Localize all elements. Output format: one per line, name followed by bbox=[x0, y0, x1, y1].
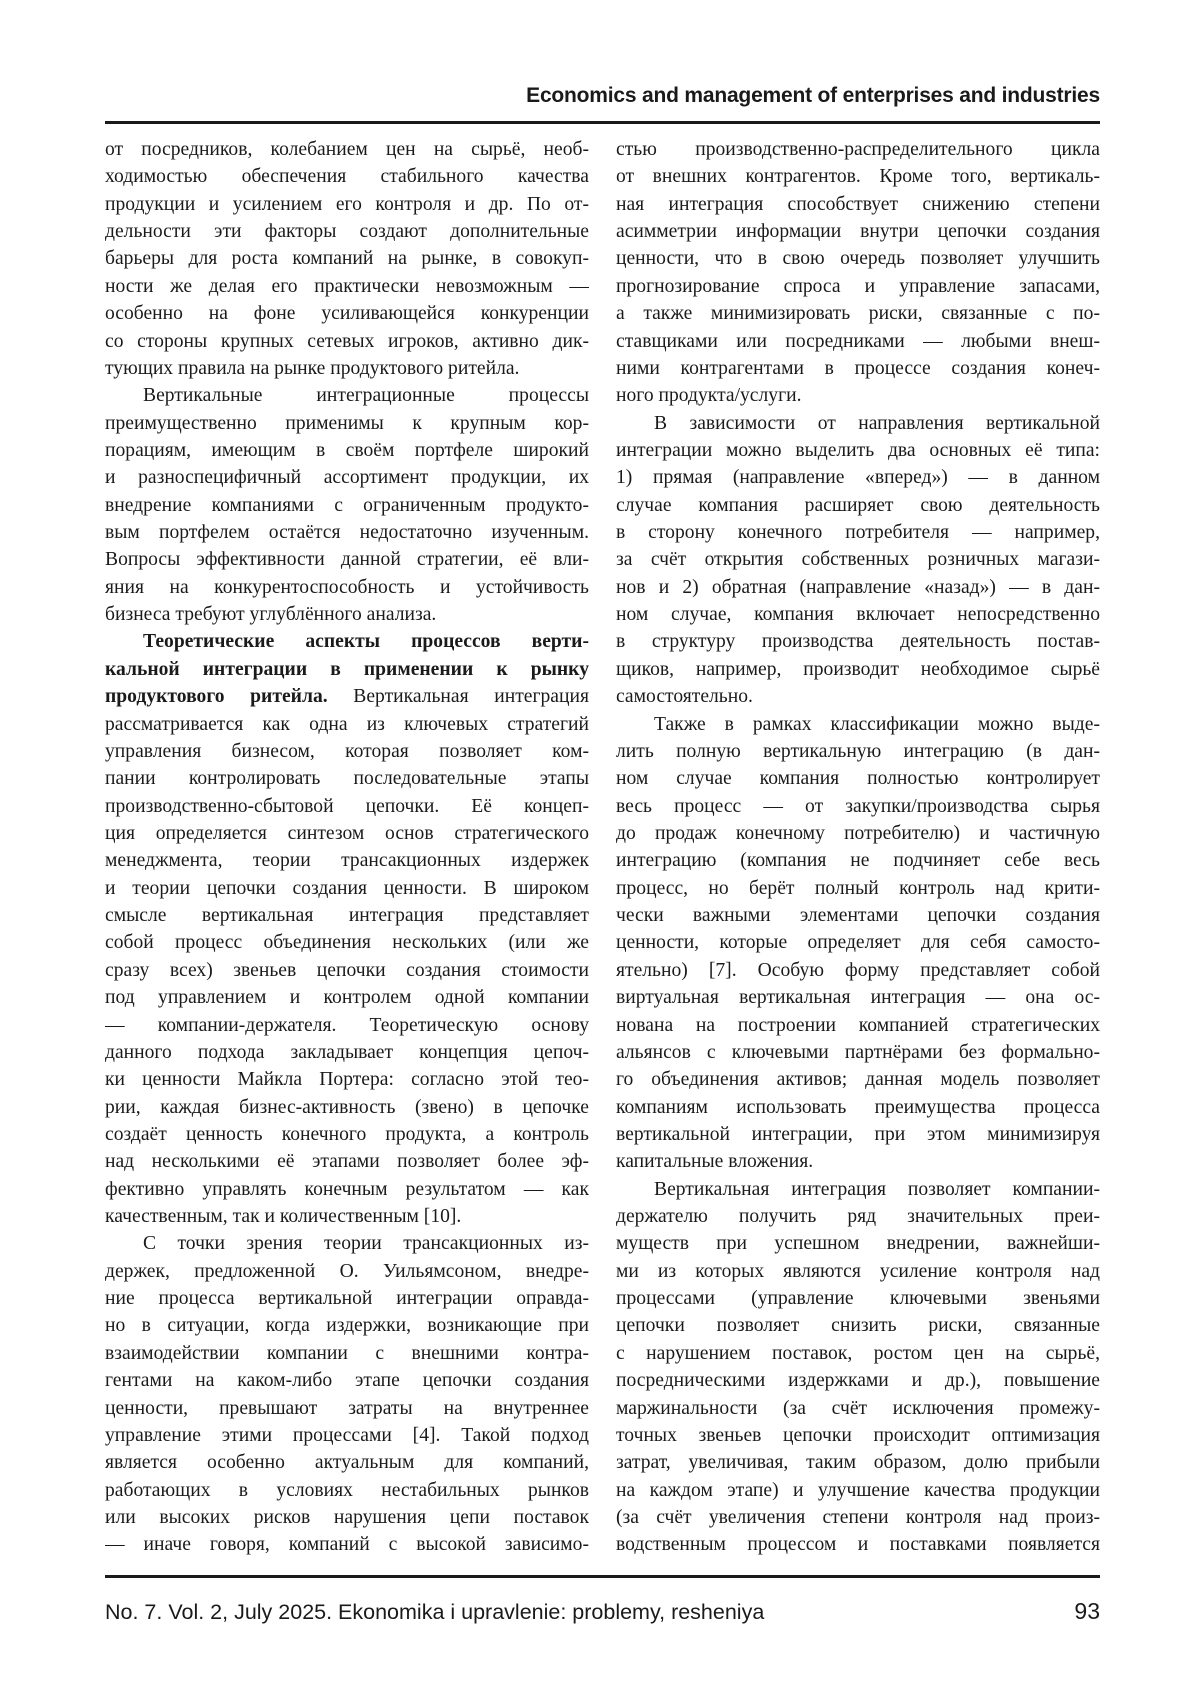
text-line bbox=[616, 902, 1100, 929]
text-line bbox=[616, 410, 1100, 437]
text-line bbox=[616, 546, 1100, 573]
text-line bbox=[105, 984, 589, 1011]
line-text: го объединения активов; данная модель позволяет bbox=[616, 1069, 1100, 1090]
line-text: управления бизнесом, которая позволяет ком- bbox=[105, 741, 589, 762]
text-line bbox=[616, 191, 1100, 218]
line-text: нов и 2) обратная (направление «назад») — в дан- bbox=[616, 577, 1100, 598]
text-line bbox=[105, 574, 589, 601]
line-text: ная интеграция способствует снижению степени bbox=[616, 194, 1100, 215]
text-line bbox=[105, 847, 589, 874]
line-text: Вертикальная интеграция bbox=[328, 686, 589, 707]
line-text: под управлением и контролем одной компании bbox=[105, 987, 589, 1008]
text-line bbox=[105, 355, 589, 382]
line-text: является особенно актуальным для компаний, bbox=[105, 1452, 589, 1473]
text-line bbox=[616, 1012, 1100, 1039]
line-text: ставщиками или посредниками — любыми внеш- bbox=[616, 331, 1100, 352]
text-line bbox=[105, 273, 589, 300]
text-line bbox=[616, 1504, 1100, 1531]
text-line bbox=[105, 1531, 589, 1558]
text-line bbox=[616, 1477, 1100, 1504]
line-text: за счёт открытия собственных розничных магази- bbox=[616, 549, 1100, 570]
line-text: ценности, превышают затраты на внутреннее bbox=[105, 1398, 589, 1419]
text-line bbox=[616, 574, 1100, 601]
text-line bbox=[616, 875, 1100, 902]
line-text: Вопросы эффективности данной стратегии, её вли- bbox=[105, 549, 589, 570]
header-rule bbox=[105, 121, 1100, 124]
line-text: — иначе говоря, компаний с высокой зависимо- bbox=[105, 1534, 589, 1555]
line-text: дельности эти факторы создают дополнительные bbox=[105, 221, 589, 242]
text-line bbox=[105, 793, 589, 820]
text-line bbox=[616, 711, 1100, 738]
line-text: ценности, которые определяет для себя самосто- bbox=[616, 932, 1100, 953]
text-line bbox=[105, 546, 589, 573]
line-text: нована на построении компанией стратегических bbox=[616, 1015, 1100, 1036]
line-text: сразу всех) звеньев цепочки создания стоимости bbox=[105, 960, 589, 981]
text-line bbox=[616, 738, 1100, 765]
line-text: рассматривается как одна из ключевых стратегий bbox=[105, 714, 589, 735]
line-text: продукции и усилением его контроля и др. По от- bbox=[105, 194, 589, 215]
line-text: вым портфелем остаётся недостаточно изученным. bbox=[105, 522, 589, 543]
line-text: смысле вертикальная интеграция представляет bbox=[105, 905, 589, 926]
text-line bbox=[105, 1258, 589, 1285]
line-text: компаниям использовать преимущества процесса bbox=[616, 1097, 1100, 1118]
line-text: Вертикальные интеграционные процессы bbox=[143, 385, 589, 406]
text-line bbox=[105, 683, 589, 710]
text-line bbox=[616, 1340, 1100, 1367]
footer-rule bbox=[105, 1575, 1100, 1578]
text-line bbox=[616, 437, 1100, 464]
line-text: ном случае, компания включает непосредственно bbox=[616, 604, 1100, 625]
text-line bbox=[105, 1203, 589, 1230]
text-line bbox=[105, 656, 589, 683]
text-line bbox=[105, 1367, 589, 1394]
text-line bbox=[616, 300, 1100, 327]
line-text: в структуру производства деятельность постав- bbox=[616, 631, 1100, 652]
running-header-title: Economics and management of enterprises and industries bbox=[526, 84, 1100, 108]
line-text: весь процесс — от закупки/производства сырья bbox=[616, 796, 1100, 817]
text-line bbox=[616, 656, 1100, 683]
text-line bbox=[105, 1094, 589, 1121]
line-text: (за счёт увеличения степени контроля над произ- bbox=[616, 1507, 1100, 1528]
bold-heading-text: Теоретические аспекты процессов верти- bbox=[143, 631, 589, 652]
line-text: фективно управлять конечным результатом — как bbox=[105, 1179, 589, 1200]
text-line bbox=[105, 437, 589, 464]
text-line bbox=[105, 382, 589, 409]
line-text: гентами на каком-либо этапе цепочки создания bbox=[105, 1370, 589, 1391]
line-text: яния на конкурентоспособность и устойчивость bbox=[105, 577, 589, 598]
text-line bbox=[616, 1066, 1100, 1093]
text-line bbox=[105, 1422, 589, 1449]
text-line bbox=[105, 628, 589, 655]
text-line bbox=[105, 300, 589, 327]
text-line bbox=[105, 328, 589, 355]
text-line bbox=[105, 163, 589, 190]
line-text: чески важными элементами цепочки создания bbox=[616, 905, 1100, 926]
line-text: взаимодействии компании с внешними контра- bbox=[105, 1343, 589, 1364]
line-text: виртуальная вертикальная интеграция — она ос- bbox=[616, 987, 1100, 1008]
line-text: ятельно) [7]. Особую форму представляет собой bbox=[616, 960, 1100, 981]
line-text: собой процесс объединения нескольких (или же bbox=[105, 932, 589, 953]
text-line bbox=[105, 410, 589, 437]
text-line bbox=[105, 1340, 589, 1367]
text-line bbox=[616, 1285, 1100, 1312]
line-text: Также в рамках классификации можно выде- bbox=[654, 714, 1100, 735]
line-text: ности же делая его практически невозможным — bbox=[105, 276, 589, 297]
line-text: управление этими процессами [4]. Такой подход bbox=[105, 1425, 589, 1446]
line-text: вертикальной интеграции, при этом минимизируя bbox=[616, 1124, 1100, 1145]
text-line bbox=[616, 328, 1100, 355]
footer-citation: No. 7. Vol. 2, July 2025. Ekonomika i upravlenie: problemy, resheniya bbox=[105, 1600, 764, 1625]
text-line bbox=[616, 464, 1100, 491]
line-text: Вертикальная интеграция позволяет компании- bbox=[654, 1179, 1100, 1200]
line-text: 1) прямая (направление «вперед») — в данном bbox=[616, 467, 1100, 488]
text-line bbox=[105, 1312, 589, 1339]
line-text: муществ при успешном внедрении, важнейши- bbox=[616, 1233, 1100, 1254]
text-line bbox=[616, 929, 1100, 956]
line-text: ценности, что в свою очередь позволяет улучшить bbox=[616, 248, 1100, 269]
text-line bbox=[616, 1531, 1100, 1558]
text-column-right bbox=[616, 136, 1100, 1559]
line-text: альянсов с ключевыми партнёрами без формально- bbox=[616, 1042, 1100, 1063]
text-line bbox=[616, 245, 1100, 272]
line-text: с нарушением поставок, ростом цен на сырьё, bbox=[616, 1343, 1100, 1364]
line-text: цепочки позволяет снизить риски, связанные bbox=[616, 1315, 1100, 1336]
text-line bbox=[616, 820, 1100, 847]
line-text: а также минимизировать риски, связанные с по- bbox=[616, 303, 1100, 324]
text-line bbox=[105, 957, 589, 984]
text-line bbox=[616, 1148, 1100, 1175]
line-text: ние процесса вертикальной интеграции оправда- bbox=[105, 1288, 589, 1309]
text-line bbox=[616, 601, 1100, 628]
text-line bbox=[616, 1230, 1100, 1257]
line-text: бизнеса требуют углублённого анализа. bbox=[105, 604, 436, 625]
text-line bbox=[105, 738, 589, 765]
line-text: затрат, увеличивая, таким образом, долю прибыли bbox=[616, 1452, 1100, 1473]
text-line bbox=[616, 1039, 1100, 1066]
text-line bbox=[105, 1395, 589, 1422]
line-text: интеграции можно выделить два основных её типа: bbox=[616, 440, 1100, 461]
text-line bbox=[616, 1312, 1100, 1339]
line-text: работающих в условиях нестабильных рынков bbox=[105, 1480, 589, 1501]
line-text: производственно-сбытовой цепочки. Её концеп- bbox=[105, 796, 589, 817]
text-line bbox=[105, 464, 589, 491]
text-line bbox=[105, 929, 589, 956]
text-line bbox=[616, 218, 1100, 245]
line-text: ки ценности Майкла Портера: согласно этой тео- bbox=[105, 1069, 589, 1090]
line-text: интеграцию (компания не подчиняет себе весь bbox=[616, 850, 1100, 871]
bold-heading-text: кальной интеграции в применении к рынку bbox=[105, 659, 589, 680]
text-line bbox=[616, 163, 1100, 190]
line-text: ция определяется синтезом основ стратегического bbox=[105, 823, 589, 844]
text-line bbox=[616, 628, 1100, 655]
line-text: прогнозирование спроса и управление запасами, bbox=[616, 276, 1100, 297]
text-line bbox=[105, 875, 589, 902]
line-text: маржинальности (за счёт исключения промежу- bbox=[616, 1398, 1100, 1419]
text-line bbox=[105, 191, 589, 218]
line-text: посредническими издержками и др.), повышение bbox=[616, 1370, 1100, 1391]
line-text: над несколькими её этапами позволяет более эф- bbox=[105, 1151, 589, 1172]
line-text: точных звеньев цепочки происходит оптимизация bbox=[616, 1425, 1100, 1446]
line-text: ходимостью обеспечения стабильного качества bbox=[105, 166, 589, 187]
text-line bbox=[105, 1066, 589, 1093]
text-line bbox=[616, 957, 1100, 984]
line-text: С точки зрения теории трансакционных из- bbox=[143, 1233, 589, 1254]
text-line bbox=[105, 1230, 589, 1257]
line-text: тующих правила на рынке продуктового ритейла. bbox=[105, 358, 519, 379]
text-line bbox=[105, 1121, 589, 1148]
text-line bbox=[105, 902, 589, 929]
line-text: со стороны крупных сетевых игроков, активно дик- bbox=[105, 331, 589, 352]
line-text: водственным процессом и поставками появляется bbox=[616, 1534, 1100, 1555]
text-line bbox=[616, 519, 1100, 546]
page-number: 93 bbox=[1074, 1598, 1100, 1625]
text-line bbox=[105, 1012, 589, 1039]
text-line bbox=[616, 1258, 1100, 1285]
text-line bbox=[105, 711, 589, 738]
text-line bbox=[616, 765, 1100, 792]
line-text: преимущественно применимы к крупным кор- bbox=[105, 413, 589, 434]
text-line bbox=[616, 1367, 1100, 1394]
line-text: порациям, имеющим в своём портфеле широкий bbox=[105, 440, 589, 461]
text-column-left bbox=[105, 136, 589, 1559]
text-line bbox=[105, 1477, 589, 1504]
text-line bbox=[105, 492, 589, 519]
line-text: рии, каждая бизнес-активность (звено) в цепочке bbox=[105, 1097, 589, 1118]
line-text: качественным, так и количественным [10]. bbox=[105, 1206, 461, 1227]
text-line bbox=[616, 984, 1100, 1011]
line-text: держателю получить ряд значительных преи- bbox=[616, 1206, 1100, 1227]
line-text: ном случае компания полностью контролирует bbox=[616, 768, 1100, 789]
line-text: случае компания расширяет свою деятельность bbox=[616, 495, 1100, 516]
line-text: и теории цепочки создания ценности. В широком bbox=[105, 878, 589, 899]
text-line bbox=[616, 355, 1100, 382]
text-line bbox=[105, 136, 589, 163]
text-line bbox=[105, 1039, 589, 1066]
text-line bbox=[105, 765, 589, 792]
text-line bbox=[616, 1094, 1100, 1121]
line-text: капитальные вложения. bbox=[616, 1151, 813, 1172]
text-line bbox=[616, 847, 1100, 874]
text-line bbox=[105, 820, 589, 847]
line-text: В зависимости от направления вертикальной bbox=[654, 413, 1100, 434]
line-text: и разноспецифичный ассортимент продукции, их bbox=[105, 467, 589, 488]
line-text: барьеры для роста компаний на рынке, в совокуп- bbox=[105, 248, 589, 269]
text-line bbox=[105, 245, 589, 272]
line-text: создаёт ценность конечного продукта, а контроль bbox=[105, 1124, 589, 1145]
text-line bbox=[105, 1148, 589, 1175]
line-text: лить полную вертикальную интеграцию (в дан- bbox=[616, 741, 1100, 762]
text-line bbox=[105, 1176, 589, 1203]
line-text: внедрение компаниями с ограниченным продукто- bbox=[105, 495, 589, 516]
line-text: от посредников, колебанием цен на сырьё, необ- bbox=[105, 139, 589, 160]
line-text: данного подхода закладывает концепция цепоч- bbox=[105, 1042, 589, 1063]
text-line bbox=[616, 382, 1100, 409]
line-text: ними контрагентами в процессе создания конеч- bbox=[616, 358, 1100, 379]
text-line bbox=[616, 1422, 1100, 1449]
line-text: стью производственно-распределительного цикла bbox=[616, 139, 1100, 160]
text-line bbox=[616, 1395, 1100, 1422]
text-line bbox=[105, 1285, 589, 1312]
line-text: — компании-держателя. Теоретическую основу bbox=[105, 1015, 589, 1036]
line-text: пании контролировать последовательные этапы bbox=[105, 768, 589, 789]
text-line bbox=[105, 601, 589, 628]
line-text: до продаж конечному потребителю) и частичную bbox=[616, 823, 1100, 844]
text-line bbox=[105, 218, 589, 245]
text-line bbox=[616, 1176, 1100, 1203]
text-line bbox=[616, 273, 1100, 300]
text-line bbox=[616, 683, 1100, 710]
line-text: или высоких рисков нарушения цепи поставок bbox=[105, 1507, 589, 1528]
text-line bbox=[616, 793, 1100, 820]
text-line bbox=[616, 1121, 1100, 1148]
line-text: на каждом этапе) и улучшение качества продукции bbox=[616, 1480, 1100, 1501]
line-text: но в ситуации, когда издержки, возникающие при bbox=[105, 1315, 589, 1336]
line-text: ного продукта/услуги. bbox=[616, 385, 802, 406]
line-text: от внешних контрагентов. Кроме того, вертикаль- bbox=[616, 166, 1100, 187]
line-text: менеджмента, теории трансакционных издержек bbox=[105, 850, 589, 871]
line-text: особенно на фоне усиливающейся конкуренции bbox=[105, 303, 589, 324]
text-line bbox=[616, 492, 1100, 519]
line-text: асимметрии информации внутри цепочки создания bbox=[616, 221, 1100, 242]
bold-heading-text: продуктового ритейла. bbox=[105, 686, 328, 707]
line-text: щиков, например, производит необходимое сырьё bbox=[616, 659, 1100, 680]
line-text: процесс, но берёт полный контроль над крити- bbox=[616, 878, 1100, 899]
text-line bbox=[105, 1504, 589, 1531]
text-line bbox=[616, 1203, 1100, 1230]
text-line bbox=[616, 136, 1100, 163]
line-text: самостоятельно. bbox=[616, 686, 753, 707]
line-text: процессами (управление ключевыми звеньями bbox=[616, 1288, 1100, 1309]
text-line bbox=[105, 1449, 589, 1476]
line-text: держек, предложенной О. Уильямсоном, внедре- bbox=[105, 1261, 589, 1282]
text-line bbox=[105, 519, 589, 546]
text-line bbox=[616, 1449, 1100, 1476]
line-text: в сторону конечного потребителя — например, bbox=[616, 522, 1100, 543]
line-text: ми из которых являются усиление контроля над bbox=[616, 1261, 1100, 1282]
